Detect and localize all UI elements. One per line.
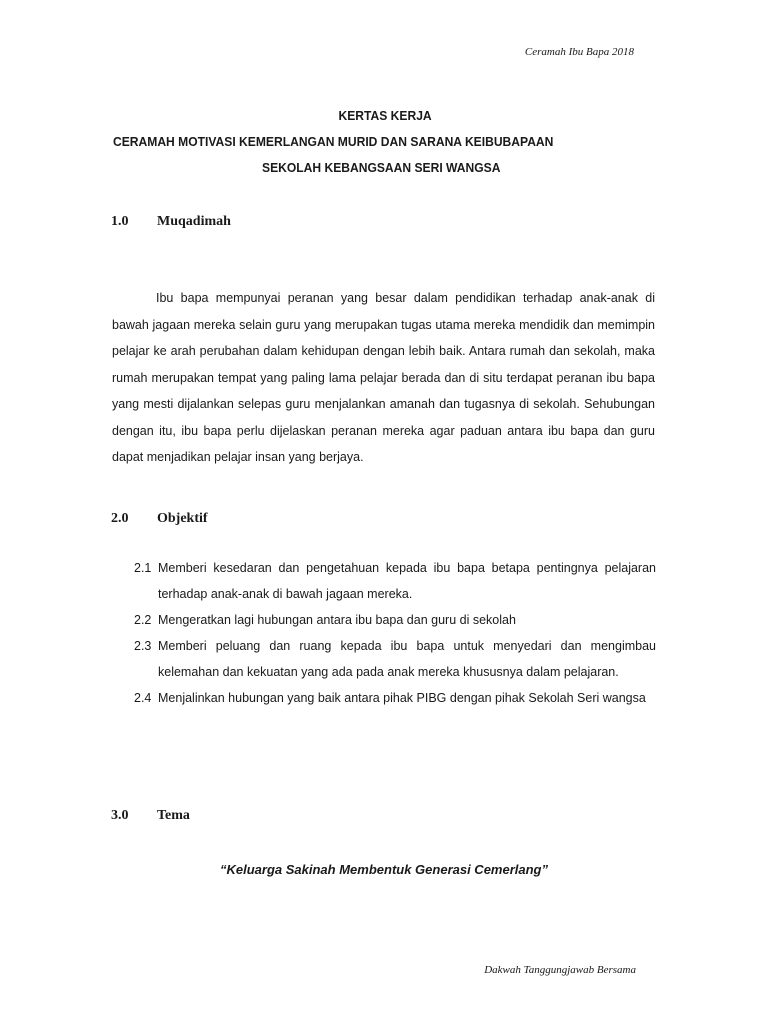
list-item bbox=[134, 685, 656, 711]
section-title: Objektif bbox=[157, 511, 208, 526]
list-item bbox=[134, 555, 656, 607]
running-footer: Dakwah Tanggungjawab Bersama bbox=[484, 964, 636, 976]
item-number: 2.4 bbox=[134, 691, 152, 705]
document-title: KERTAS KERJA bbox=[338, 108, 432, 123]
section-number: 1.0 bbox=[111, 214, 129, 229]
section-number: 2.0 bbox=[111, 511, 129, 526]
item-text: Menjalinkan hubungan yang baik antara pihak PIBG dengan pihak Sekolah Seri wangsa bbox=[158, 691, 646, 705]
document-subtitle: CERAMAH MOTIVASI KEMERLANGAN MURID DAN SARANA KEIBUBAPAAN bbox=[113, 134, 554, 149]
section-title: Muqadimah bbox=[157, 214, 231, 229]
item-text: Memberi kesedaran dan pengetahuan kepada ibu bapa betapa pentingnya pelajaran terhadap anak-anak di bawah jagaan mereka. bbox=[158, 561, 656, 601]
theme-quote: “Keluarga Sakinah Membentuk Generasi Cemerlang” bbox=[220, 862, 548, 877]
running-header: Ceramah Ibu Bapa 2018 bbox=[524, 46, 634, 58]
section-heading-muqadimah bbox=[111, 214, 231, 230]
list-item bbox=[134, 607, 656, 633]
muqadimah-paragraph: Ibu bapa mempunyai peranan yang besar dalam pendidikan terhadap anak-anak di bawah jagaan mereka selain guru yang merupakan tugas utama mereka mendidik dan memimpin pelajar ke arah perubahan dalam kehidupan dengan lebih baik. Antara rumah dan sekolah, maka rumah merupakan tempat yang paling lama pelajar berada dan di situ terdapat peranan ibu bapa yang mesti dijalankan selepas guru menjalankan amanah dan tugasnya di sekolah. Sehubungan dengan itu, ibu bapa perlu dijelaskan peranan mereka agar paduan antara ibu bapa dan guru dapat menjadikan pelajar insan yang berjaya. bbox=[112, 291, 655, 464]
item-text: Memberi peluang dan ruang kepada ibu bapa untuk menyedari dan mengimbau kelemahan dan kekuatan yang ada pada anak mereka khususnya dalam pelajaran. bbox=[158, 639, 656, 679]
list-item bbox=[134, 633, 656, 685]
item-number: 2.3 bbox=[134, 639, 152, 653]
section-number: 3.0 bbox=[111, 808, 129, 823]
school-name: SEKOLAH KEBANGSAAN SERI WANGSA bbox=[262, 160, 501, 175]
item-number: 2.1 bbox=[134, 561, 152, 575]
section-heading-objektif bbox=[111, 511, 208, 527]
section-heading-tema bbox=[111, 808, 190, 824]
objective-list bbox=[134, 555, 656, 711]
section-title: Tema bbox=[157, 808, 190, 823]
item-number: 2.2 bbox=[134, 613, 152, 627]
item-text: Mengeratkan lagi hubungan antara ibu bapa dan guru di sekolah bbox=[158, 613, 516, 627]
